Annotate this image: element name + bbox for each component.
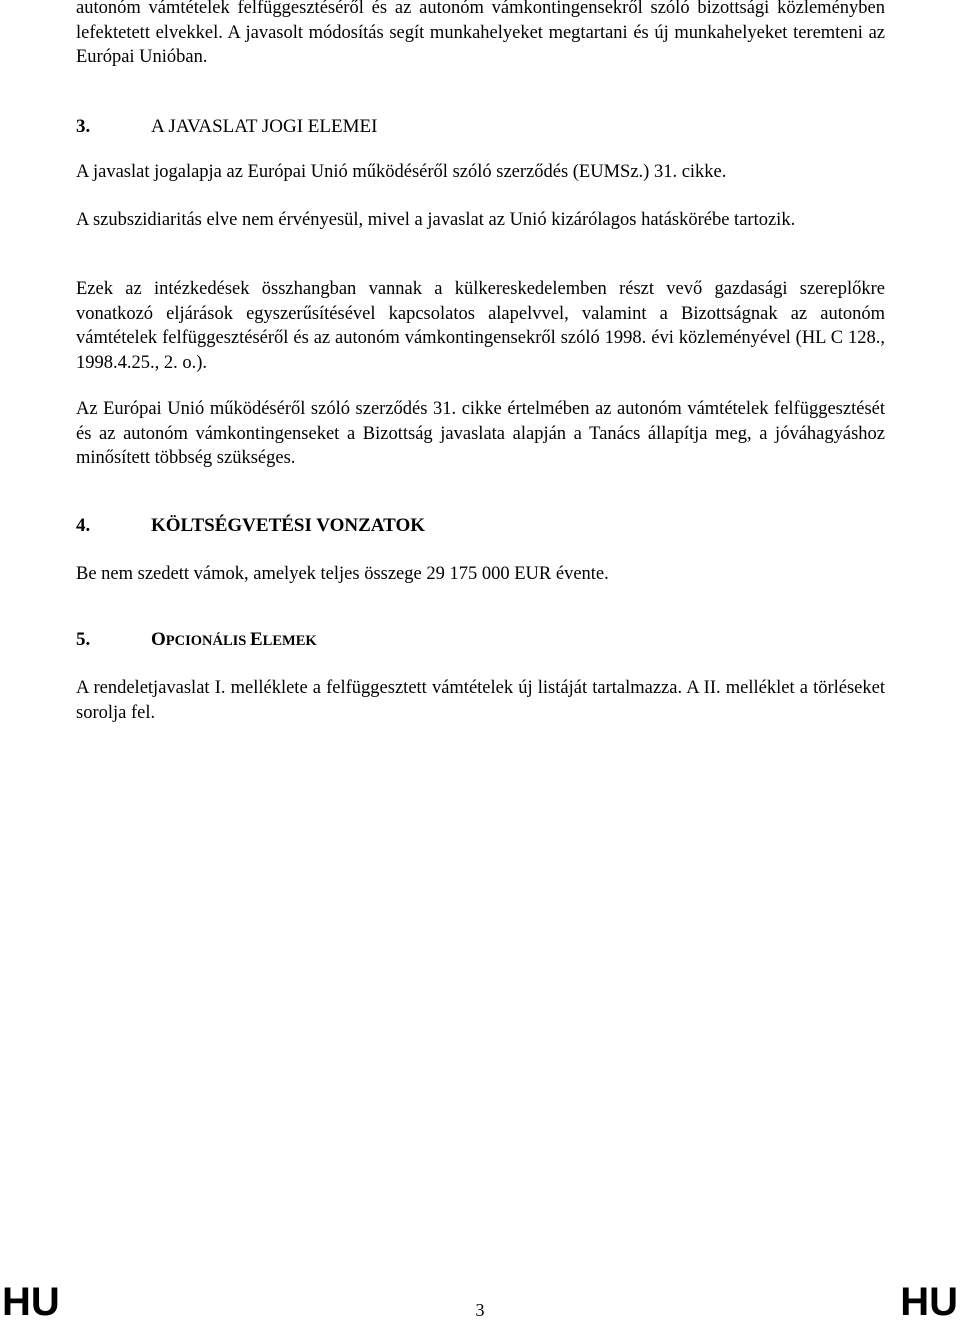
section-5-number: 5. bbox=[76, 629, 91, 650]
section-5-title-part-1: PCIONÁLIS bbox=[165, 633, 247, 649]
footer-page-number: 3 bbox=[475, 1300, 485, 1320]
section-4-heading bbox=[76, 514, 425, 538]
section-5-heading bbox=[76, 628, 317, 653]
paragraph-intro: autonóm vámtételek felfüggesztéséről és az autonóm vámkontingensekről szóló bizottsági közleményben lefektetett elvekkel. A javasolt módosítás segít munkahelyeket megtartani és új munkahelyeket teremteni az Európai Unióban. bbox=[76, 0, 885, 67]
section-5-title-part-2: LEMEK bbox=[262, 633, 317, 649]
section-3-title: A JAVASLAT JOGI ELEMEI bbox=[151, 116, 378, 137]
section-3-heading bbox=[76, 115, 377, 139]
footer-language-code-left: HU bbox=[2, 1280, 60, 1324]
paragraph-legal-basis: A javaslat jogalapja az Európai Unió működéséről szóló szerződés (EUMSz.) 31. cikke. bbox=[76, 162, 727, 182]
section-4-title: KÖLTSÉGVETÉSI VONZATOK bbox=[151, 515, 425, 536]
section-3-number: 3. bbox=[76, 116, 91, 137]
paragraph-article-31: Az Európai Unió működéséről szóló szerződés 31. cikke értelmében az autonóm vámtételek felfüggesztését és az autonóm vámkontingenseket a Bizottság javaslata alapján a Tanács állapítja meg, a jóváhagyáshoz minősített többség szükséges. bbox=[76, 399, 885, 468]
paragraph-budget: Be nem szedett vámok, amelyek teljes összege 29 175 000 EUR évente. bbox=[76, 564, 609, 584]
section-5-title-initial-1: O bbox=[151, 629, 166, 650]
paragraph-subsidiarity: A szubszidiaritás elve nem érvényesül, mivel a javaslat az Unió kizárólagos hatáskörébe tartozik. bbox=[76, 210, 796, 230]
section-5-title-initial-2: E bbox=[249, 629, 263, 650]
paragraph-conformity: Ezek az intézkedések összhangban vannak a külkereskedelemben részt vevő gazdasági szereplőkre vonatkozó eljárások egyszerűsítésével kapcsolatos alapelvvel, valamint a Bizottságnak az autonóm vámtételek felfüggesztéséről és az autonóm vámkontingensekről szóló 1998. évi közleményével (HL C 128., 1998.4.25., 2. o.). bbox=[76, 279, 885, 373]
footer-language-code-right: HU bbox=[900, 1280, 958, 1324]
paragraph-annex: A rendeletjavaslat I. melléklete a felfüggesztett vámtételek új listáját tartalmazza. A II. melléklet a törléseket sorolja fel. bbox=[76, 678, 885, 723]
section-4-number: 4. bbox=[76, 515, 91, 536]
